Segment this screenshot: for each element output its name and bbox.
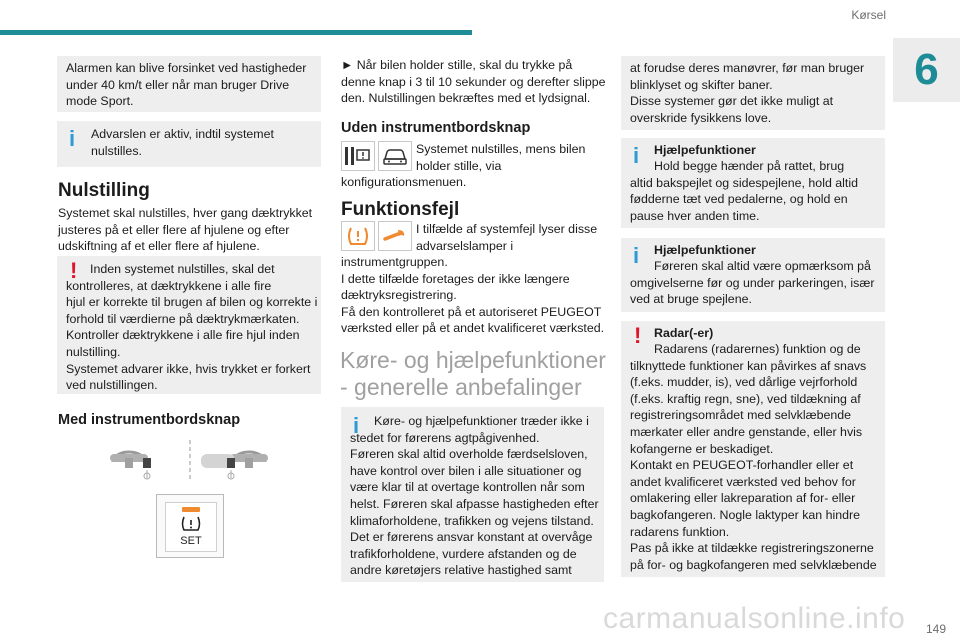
tyre-pressure-icon <box>342 142 374 170</box>
info-box-driving-aids-2 <box>621 238 885 312</box>
tip1-title: Hjælpefunktioner <box>654 143 756 157</box>
radar-text: Radarens (radarernes) funktion og de tilknyttede funktioner kan påvirkes af snavs (f.eks. mudder, is), ved dårlige vejrforhold (f.eks. kraftig regn, sne), ved tildækning af registreringsområdet med selvklæbende mærkater eller andre genstande, eller hvis kofangerne er beskadiget. Kontakt en PEUGEOT-forhandler eller et andet kvalificeret værksted ved behov for omlakering eller lakreparation af for- eller bagkofangeren. Nogle laktyper kan hindre radarens funktion. Pas på ikke at tildække registreringszonerne på for- og bagkofangeren med selvklæbende <box>630 342 877 572</box>
section-title: Kørsel <box>851 8 886 22</box>
tip2-title: Hjælpefunktioner <box>654 243 756 257</box>
tyre-pressure-icon <box>180 515 202 533</box>
tip2-text: Føreren skal altid være opmærksom på omgivelserne før og under parkeringen, især ved at bruge spejlene. <box>630 259 875 307</box>
set-button <box>156 494 224 558</box>
heading-without-cluster-button: Uden instrumentbordsknap <box>341 120 531 136</box>
heading-malfunctions: Funktionsfejl <box>341 199 460 220</box>
info-icon: i <box>353 413 360 438</box>
set-button-face <box>165 502 217 552</box>
heading-with-cluster-button: Med instrumentbordsknap <box>58 412 241 428</box>
heading-reset: Nulstilling <box>58 180 150 201</box>
chapter-number: 6 <box>893 38 960 102</box>
note-continued-text: at forudse deres manøvrer, før man bruger blinklyset og skifter baner. Disse systemer gør det ikke muligt at overskride fysikkens love. <box>630 61 865 125</box>
note-alarm-text: Alarmen kan blive forsinket ved hastigheder under 40 km/t eller når man bruger Drive mode Sport. <box>66 61 307 109</box>
car-icon <box>379 142 411 170</box>
info-icon: i <box>633 243 640 268</box>
config-menu-icon-box <box>341 141 375 171</box>
warning-icon: ! <box>70 258 78 283</box>
malfunction-text-b: instrumentgruppen. I dette tilfælde foretages der ikke længere dæktryksregistrering. Få den kontrolleret på et autoriseret PEUGEOT værksted eller på et andet kvalificeret værksted. <box>341 255 605 336</box>
note-alarm-box <box>57 56 321 112</box>
info-box-driving-aids-1 <box>621 138 885 228</box>
steering-wheel-icon <box>110 452 148 468</box>
tyre-warning-lamp-box <box>341 221 375 251</box>
warning-reset-text: Inden systemet nulstilles, skal det kontrolleres, at dæktrykkene i alle fire hjul er korrekte til brugen af bilen og korrekte i forhold til værdierne på dæktrykmærkaten. Kontroller dæktrykkene i alle fire hjul inden nulstilling. Systemet advarer ikke, hvis trykket er forkert ved nulstillingen. <box>66 262 318 393</box>
without-cluster-text-a: Systemet nulstilles, mens bilen holder stille, via <box>416 142 586 173</box>
malfunction-text-a: I tilfælde af systemfejl lyser disse advarselslamper i <box>416 222 598 253</box>
note-continued-box <box>621 56 885 130</box>
wrench-icon <box>379 222 411 250</box>
info-icon: i <box>69 126 76 151</box>
tyre-pressure-icon <box>342 222 374 250</box>
heading-driving-aids: Køre- og hjælpefunktioner - generelle anbefalinger <box>340 347 606 400</box>
radar-title: Radar(-er) <box>654 326 714 340</box>
dashboard-illustration <box>105 436 275 484</box>
page-number: 149 <box>925 622 946 636</box>
watermark: carmanualsonline.info <box>603 602 906 635</box>
service-warning-lamp-box <box>378 221 412 251</box>
driving-aids-info-text: Køre- og hjælpefunktioner træder ikke i stedet for førerens agtpågivenhed. Føreren skal altid overholde færdselsloven, have kontrol over bilen i alle situationer og være klar til at overtage kontrollen når som helst. Føreren skal afpasse hastigheden efter klimaforholdene, trafikken og vejens tilstand. Det er førerens ansvar konstant at overvåge trafikforholdene, vurdere afstanden og de andre køretøjers relative hastighed samt <box>350 414 599 578</box>
info-warning-active-text: Advarslen er aktiv, indtil systemet nulstilles. <box>91 127 274 158</box>
steering-wheel-icon <box>230 452 268 468</box>
led-indicator <box>182 507 200 512</box>
press-button-text: ► Når bilen holder stille, skal du trykke på denne knap i 3 til 10 sekunder og derefter slippe den. Nulstillingen bekræftes med et lydsignal. <box>341 58 606 106</box>
info-box-warning-active <box>57 121 321 167</box>
warning-box-reset <box>57 256 321 394</box>
tip1-text: Hold begge hænder på rattet, brug altid bakspejlet og sidespejlene, hold altid fødderne tæt ved pedalerne, og hold en pause hver anden time. <box>630 159 859 223</box>
info-box-driving-aids <box>341 407 604 582</box>
info-icon: i <box>633 143 640 168</box>
set-label: SET <box>180 535 202 547</box>
header-bar <box>0 30 472 35</box>
warning-icon: ! <box>634 323 642 348</box>
reset-text: Systemet skal nulstilles, hver gang dæktrykket justeres på et eller flere af hjulene og efter udskiftning af et eller flere af hjulene. <box>58 206 313 254</box>
without-cluster-text-b: konfigurationsmenuen. <box>341 175 467 189</box>
car-menu-icon-box <box>378 141 412 171</box>
warning-box-radar <box>621 321 885 577</box>
